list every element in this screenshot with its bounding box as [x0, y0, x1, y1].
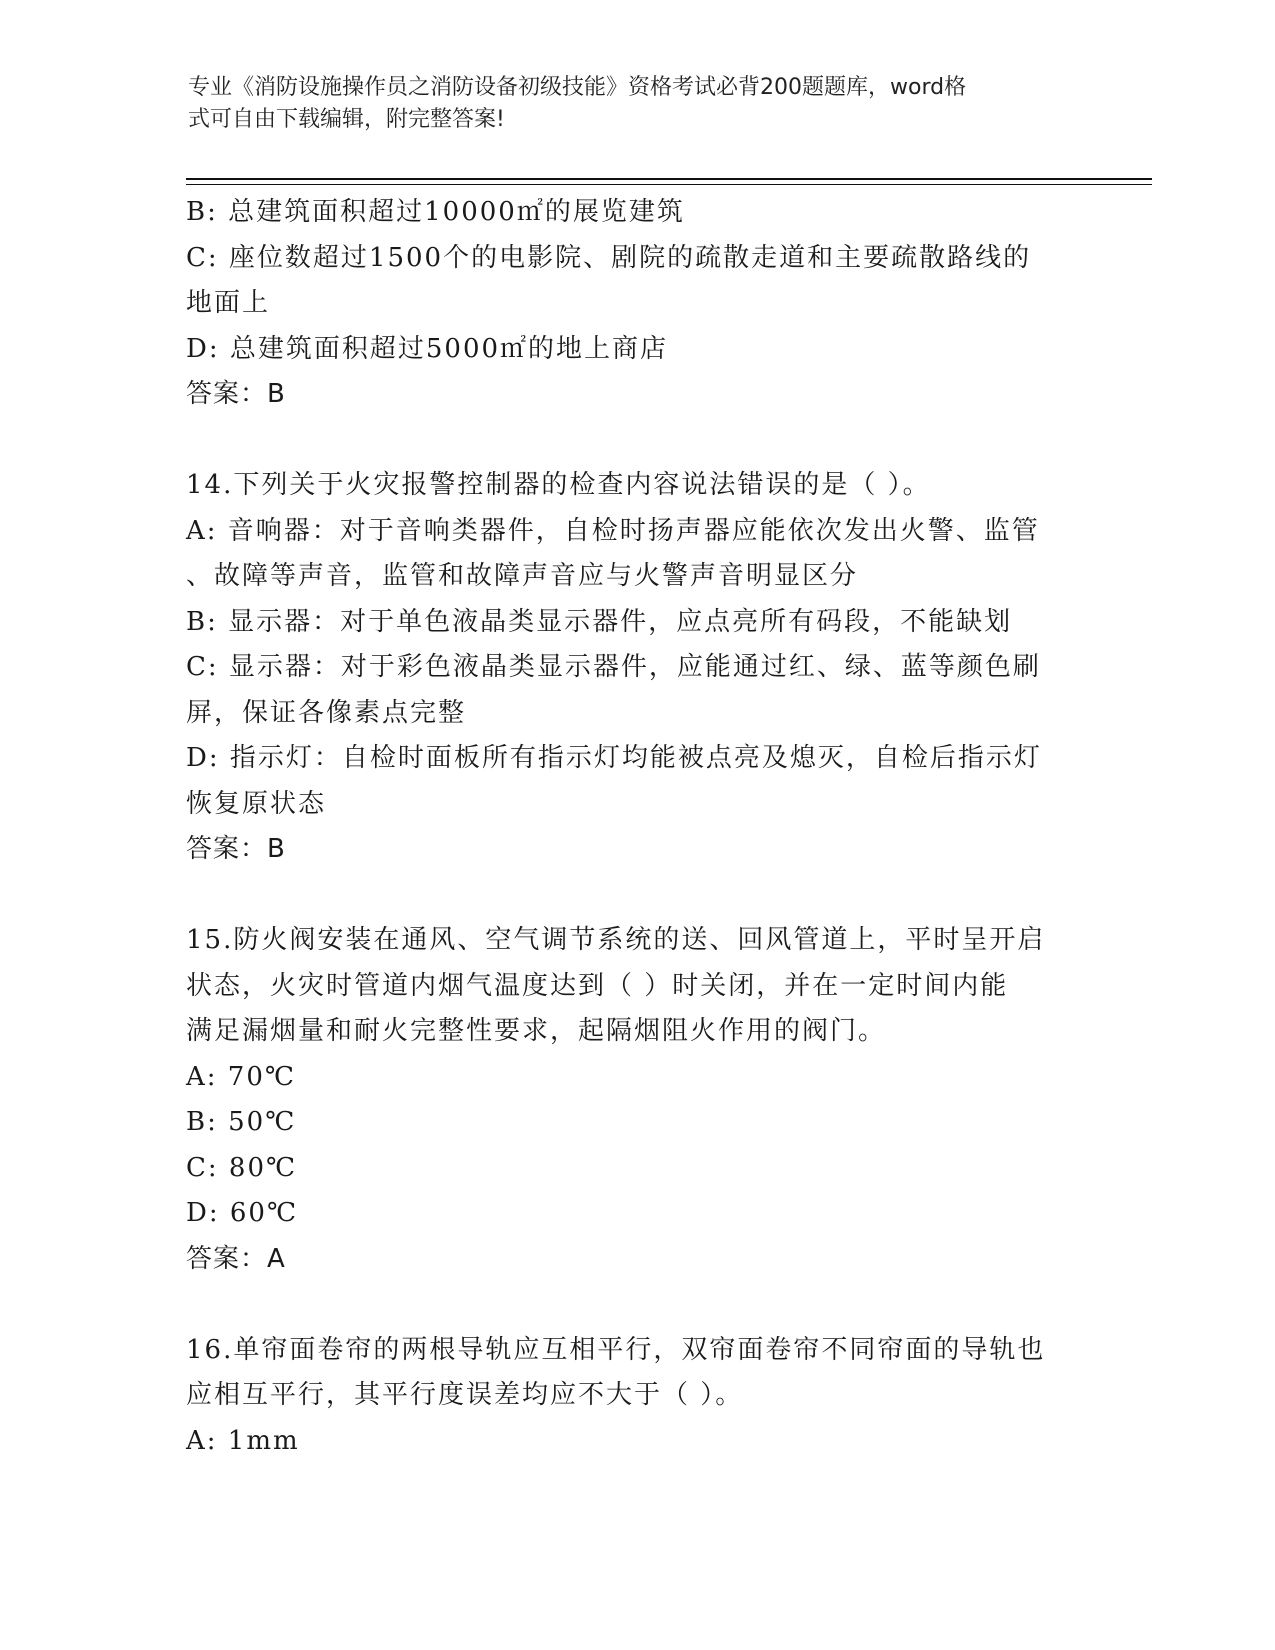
q13-option-b: B: 总建筑面积超过10000㎡的展览建筑 — [186, 197, 685, 227]
q15-stem-line-3: 满足漏烟量和耐火完整性要求，起隔烟阻火作用的阀门。 — [186, 1016, 887, 1046]
q13-option-c-line-2: 地面上 — [186, 288, 271, 318]
q15-stem-line-1: 15.防火阀安装在通风、空气调节系统的送、回风管道上，平时呈开启 — [186, 925, 1046, 955]
q14-option-b: B: 显示器：对于单色液晶类显示器件，应点亮所有码段，不能缺划 — [186, 606, 1013, 637]
q15-option-a: A: 70℃ — [186, 1061, 296, 1092]
q14-option-c-line-1: C: 显示器：对于彩色液晶类显示器件，应能通过红、绿、蓝等颜色刷 — [186, 652, 1041, 682]
q13-answer: 答案：B — [186, 379, 286, 409]
q15-stem-line-2: 状态，火灾时管道内烟气温度达到（ ）时关闭，并在一定时间内能 — [186, 970, 1009, 1001]
q15-answer: 答案：A — [186, 1243, 286, 1274]
q14-option-a-line-2: 、故障等声音，监管和故障声音应与火警声音明显区分 — [186, 561, 859, 591]
spacer — [186, 418, 1076, 464]
q14-option-c-line-2: 屏，保证各像素点完整 — [186, 697, 467, 728]
q15-option-c: C: 80℃ — [186, 1152, 298, 1183]
q15-option-b: B: 50℃ — [186, 1107, 297, 1137]
question-content — [186, 190, 1076, 1464]
header-line-1: 专业《消防设施操作员之消防设备初级技能》资格考试必背200题题库，word格 — [188, 75, 967, 100]
q14-option-a-line-1: A: 音响器：对于音响类器件，自检时扬声器应能依次发出火警、监管 — [186, 515, 1040, 546]
q14-stem: 14.下列关于火灾报警控制器的检查内容说法错误的是（ ）。 — [186, 470, 931, 500]
q14-answer: 答案：B — [186, 834, 286, 864]
spacer — [186, 873, 1076, 919]
q15-option-d: D: 60℃ — [186, 1198, 299, 1228]
document-header — [188, 72, 1068, 136]
spacer — [186, 1282, 1076, 1328]
q13-option-d: D: 总建筑面积超过5000㎡的地上商店 — [186, 333, 669, 364]
q16-stem-line-1: 16.单帘面卷帘的两根导轨应互相平行，双帘面卷帘不同帘面的导轨也 — [186, 1334, 1046, 1365]
q14-option-d-line-2: 恢复原状态 — [186, 788, 327, 819]
q16-option-a: A: 1mm — [186, 1425, 300, 1456]
q14-option-d-line-1: D: 指示灯：自检时面板所有指示灯均能被点亮及熄灭，自检后指示灯 — [186, 743, 1042, 773]
header-line-2: 式可自由下载编辑，附完整答案! — [188, 107, 505, 132]
header-rule-thick — [186, 178, 1152, 180]
q13-option-c-line-1: C: 座位数超过1500个的电影院、剧院的疏散走道和主要疏散路线的 — [186, 242, 1032, 273]
q16-stem-line-2: 应相互平行，其平行度误差均应不大于（ ）。 — [186, 1380, 744, 1410]
header-rule-thin — [186, 184, 1152, 185]
